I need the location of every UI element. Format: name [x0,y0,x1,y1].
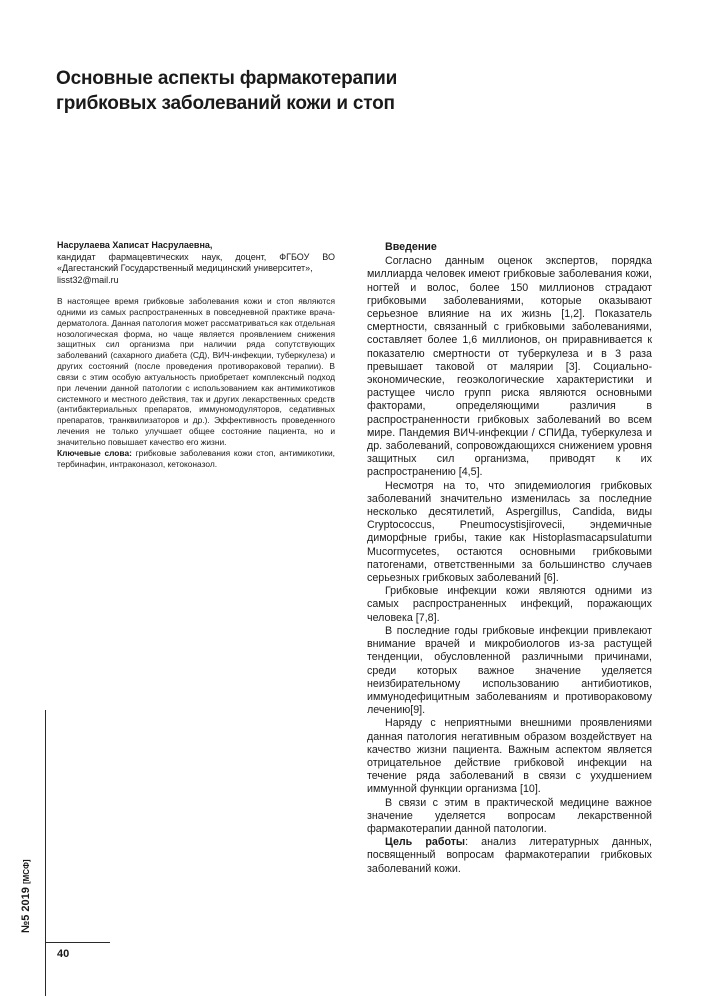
goal-label: Цель работы [385,836,466,849]
issue-label [20,859,32,933]
article-title-line-2: грибковых заболеваний кожи и стоп [56,93,395,114]
keywords-text: грибковые заболевания кожи стоп, антимикотики, тербинафин, интраконазол, кетоконазол. [57,447,335,469]
paragraph-1: Согласно данным оценок экспертов, порядка миллиарда человек имеют грибковые заболевания кожи, ногтей и волос, более 150 миллионов страдают грибковыми заболеваниями, которые оказывают серьезное влияние на их жизнь [1,2]. Показатель смертности, связанный с грибковыми заболеваниями, составляет более 1,6 миллионов, он приравнивается к показателю смертности от туберкулеза и в 3 раза превышает таковой от малярии [3]. Социально-экономические, геоэкологические характеристики и растущее число групп риска являются основными факторами, определяющими различия в распространенности грибковых заболеваний во всем мире. Пандемия ВИЧ-инфекции / СПИДа, туберкулеза и др. заболеваний, сопровождающихся снижением уровня защитных сил организма, приводят к их распространению [4,5]. [367,255,652,479]
margin-rule-vertical [45,710,46,996]
issue-number: №5 2019 [20,887,32,933]
author-affiliation: кандидат фармацевтических наук, доцент, ФГБОУ ВО «Дагестанский Государственный медицинский университет», [57,251,335,273]
article-title-line-1: Основные аспекты фармакотерапии [56,68,398,89]
author-email: lisst32@mail.ru [57,274,119,285]
page-number: 40 [57,948,70,960]
goal-text: : анализ литературных данных, посвященный вопросам фармакотерапии грибковых заболеваний кожи. [367,836,652,875]
margin-rule-horizontal [45,942,110,943]
keywords [57,448,335,470]
journal-abbrev: [МСФ] [22,859,31,885]
author-name: Насрулаева Хаписат Насрулаевна, [57,240,213,250]
paragraph-5: Наряду с неприятными внешними проявлениями данная патология негативным образом воздействует на качество жизни пациента. Важным аспектом является отрицательное действие грибковой инфекции на течение ряда заболеваний в связи с ухудшением иммунной функции организма [10]. [367,717,652,796]
abstract: В настоящее время грибковые заболевания кожи и стоп являются одними из самых распространенных в повседневной практике врача-дерматолога. Данная патология может рассматриваться как отдельная нозологическая форма, но чаще является проявлением снижения защитных сил организма при наличии ряда сопутствующих заболеваний (сахарного диабета (СД), ВИЧ-инфекции, туберкулеза) и других состояний (после проведения противораковой терапии). В связи с этим особую актуальность приобретает комплексный подход при лечении данной патологии с использованием как антимикотиков системного и местного действия, так и других лекарственных средств (антибактериальных препаратов, иммуномодуляторов, седативных препаратов, транквилизаторов и др.). Эффективность проведенного лечения не только улучшает общее состояние пациента, но и значительно повышает качество его жизни. [57,296,335,447]
paragraph-6: В связи с этим в практической медицине важное значение уделяется вопросам лекарственной фармакотерапии данной патологии. [367,796,652,835]
paragraph-goal [367,836,652,876]
paragraph-4: В последние годы грибковые инфекции привлекают внимание врачей и микробиологов из-за растущей тенденции, обусловленной различными причинами, среди которых важное значение уделяется неизбирательному использованию антибиотиков, иммунодефицитным заболеваниям и противораковому лечению[9]. [367,624,652,717]
paragraph-2: Несмотря на то, что эпидемиология грибковых заболеваний значительно изменилась за последние несколько десятилетий, Aspergillus, Candida, виды Cryptococcus, Pneumocystisjirovecii, эндемичные диморфные грибы, такие как Histoplasmacapsulatumи Mucormycetes, остаются основными грибковыми патогенами, ответственными за большинство случаев серьезных грибковых заболеваний [6]. [367,479,652,585]
section-heading-intro: Введение [385,241,437,253]
keywords-label: Ключевые слова: [57,447,132,458]
main-text [367,241,652,876]
article-title [56,66,456,116]
paragraph-3: Грибковые инфекции кожи являются одними из самых распространенных инфекций, поражающих человека [7,8]. [367,585,652,624]
left-column [57,240,335,470]
